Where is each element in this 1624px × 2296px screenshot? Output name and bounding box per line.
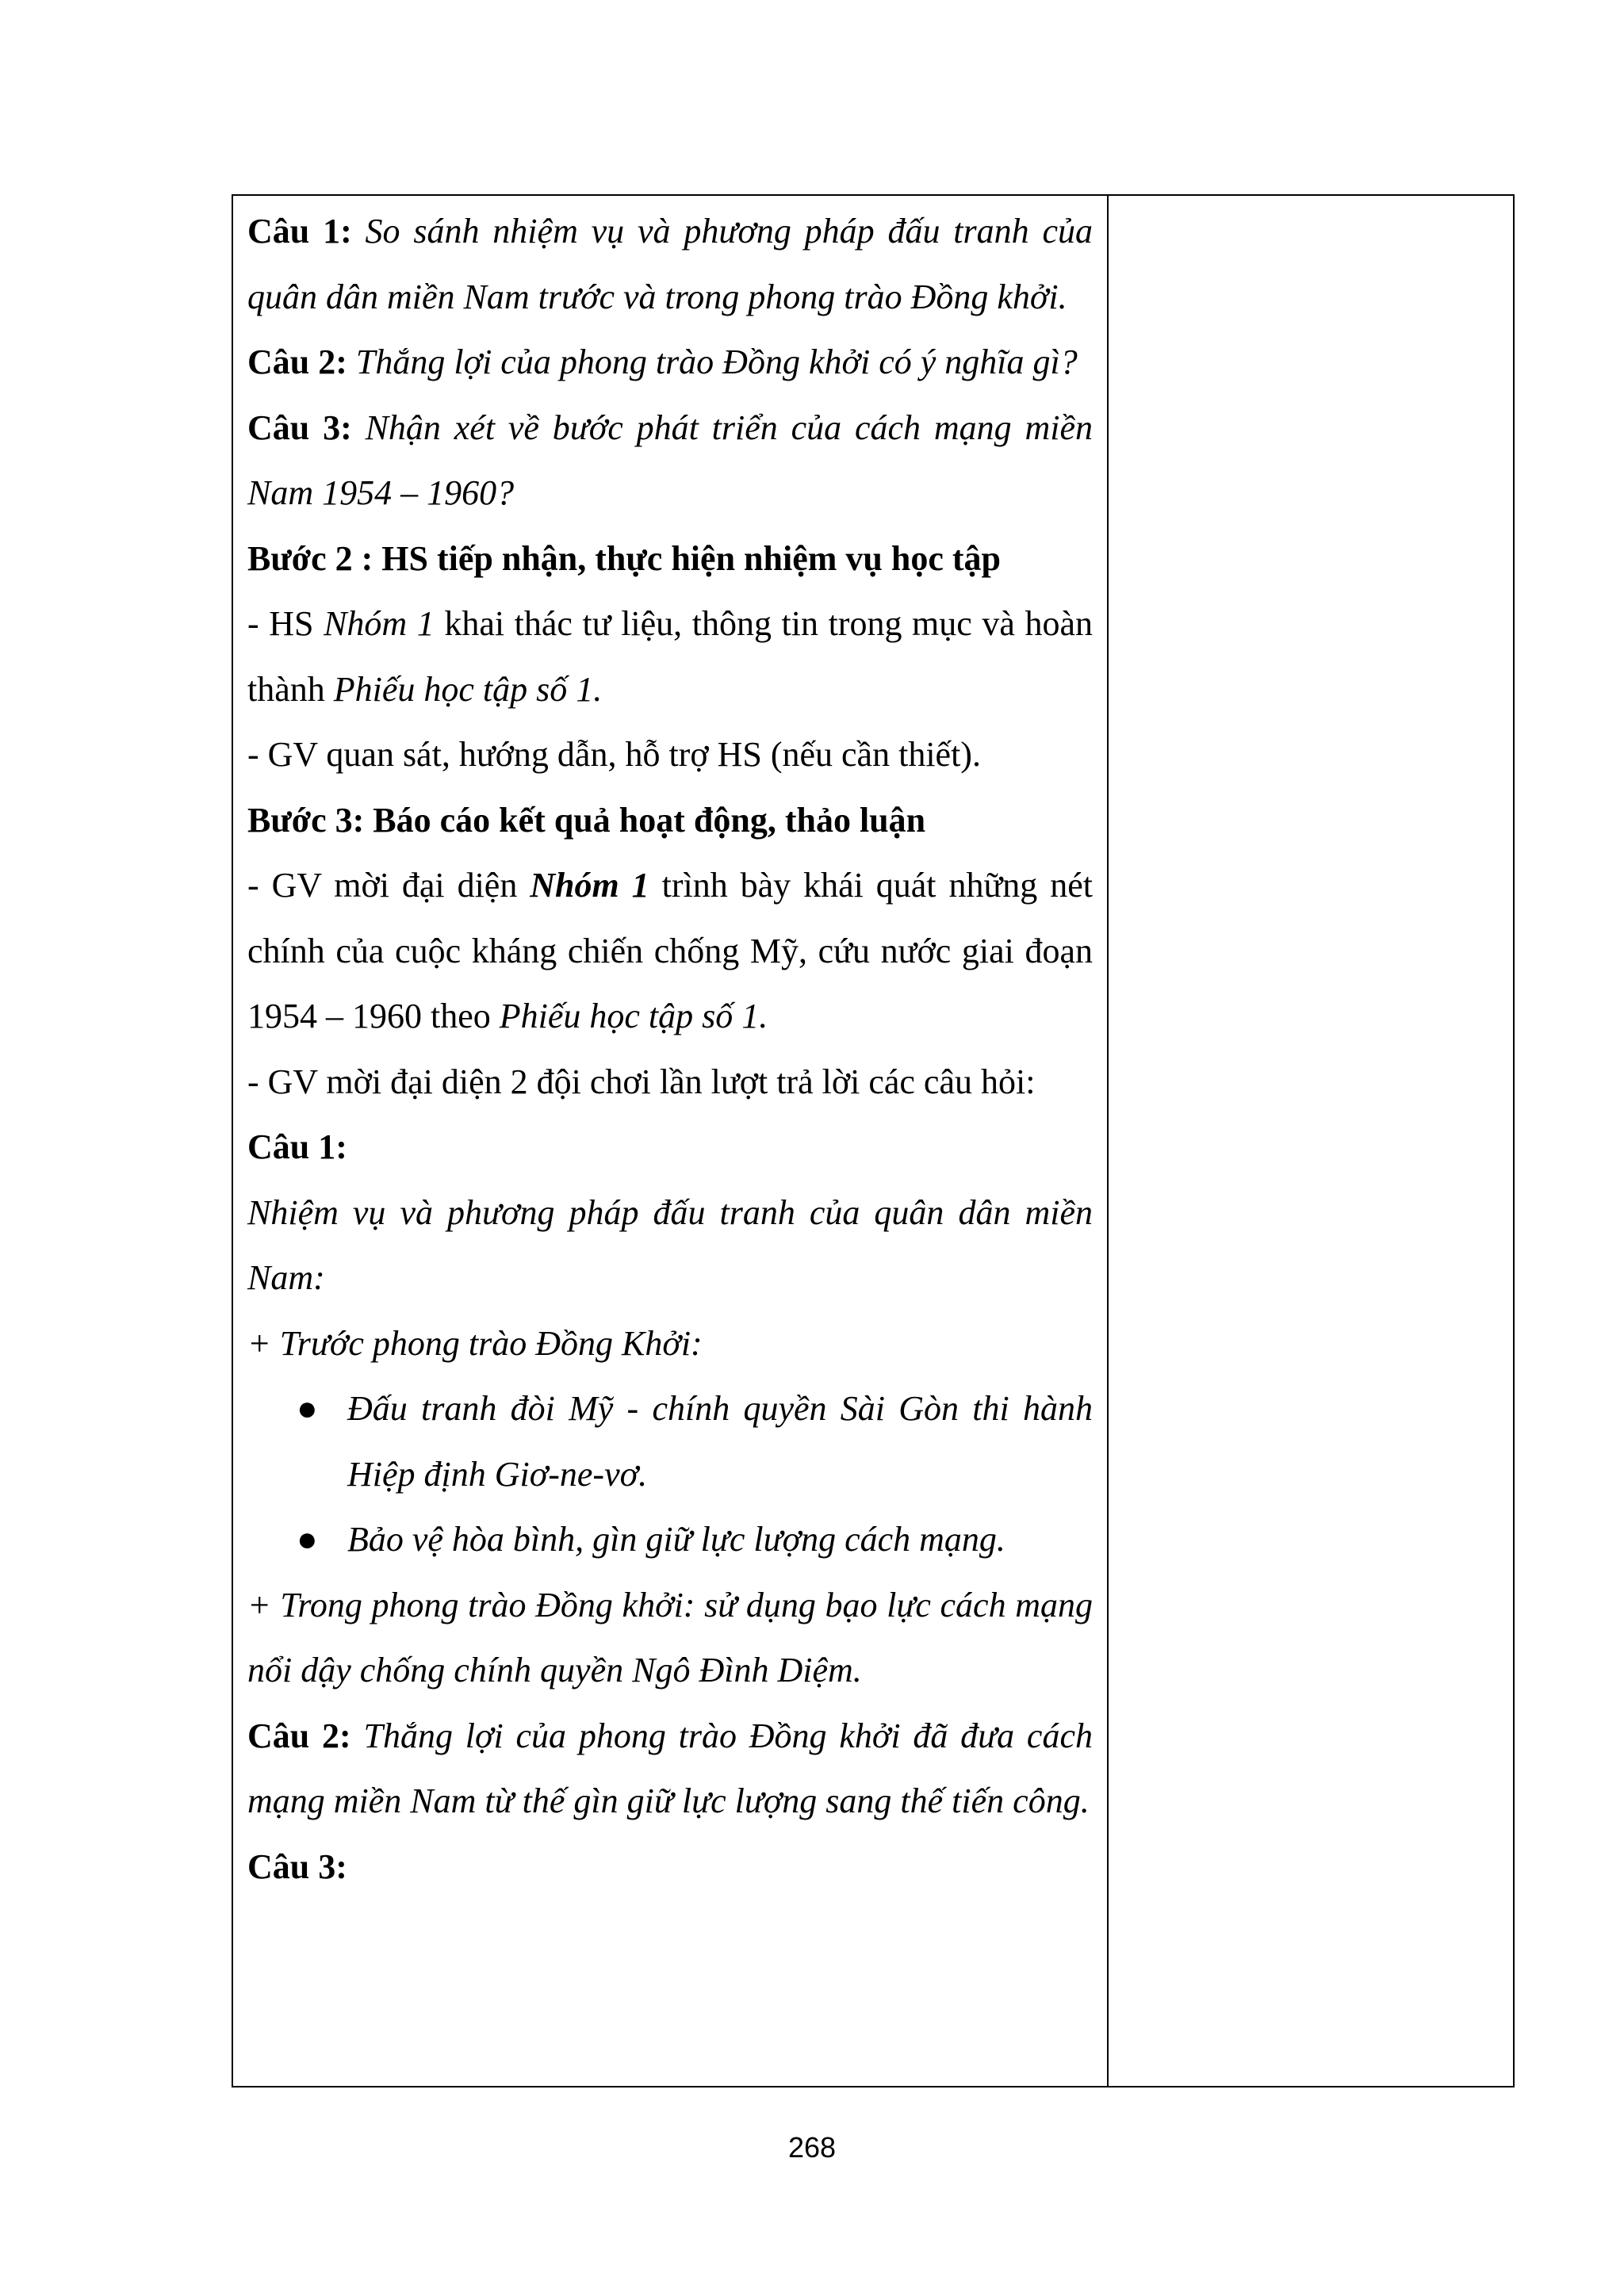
- answer-1-intro: Nhiệm vụ và phương pháp đấu tranh của quân dân miền Nam:: [247, 1192, 1093, 1297]
- answer-1-during: + Trong phong trào Đồng khởi: sử dụng bạo lực cách mạng nổi dậy chống chính quyền Ngô Đình Diệm.: [247, 1585, 1093, 1689]
- worksheet-reference: Phiếu học tập số 1.: [333, 669, 603, 709]
- bullet-text: Đấu tranh đòi Mỹ - chính quyền Sài Gòn thi hành Hiệp định Giơ-ne-vơ.: [347, 1389, 1093, 1494]
- group-1-name-bold: Nhóm 1: [530, 866, 649, 905]
- question-1-label: Câu 1:: [247, 212, 352, 251]
- worksheet-reference-2: Phiếu học tập số 1.: [499, 997, 768, 1035]
- answer-1-bullet-list: [247, 1376, 1093, 1573]
- question-3-label: Câu 3:: [247, 408, 352, 447]
- question-3: [247, 396, 1093, 526]
- step-2-line-1-middle: khai thác tư liệu, thông tin trong mục và hoàn thành: [247, 604, 1093, 709]
- step-3-heading: Bước 3: Báo cáo kết quả hoạt động, thảo luận: [247, 800, 926, 840]
- answer-2-text: Thắng lợi của phong trào Đồng khởi đã đưa cách mạng miền Nam từ thế gìn giữ lực lượng sang thế tiến công.: [247, 1716, 1093, 1820]
- group-1-name: Nhóm 1: [324, 604, 435, 643]
- step-2-heading: Bước 2 : HS tiếp nhận, thực hiện nhiệm vụ học tập: [247, 538, 1001, 578]
- list-item: [247, 1507, 1093, 1573]
- question-3-text: Nhận xét về bước phát triển của cách mạng miền Nam 1954 – 1960?: [247, 408, 1094, 512]
- question-2: [247, 330, 1093, 396]
- answer-3-label: Câu 3:: [247, 1846, 347, 1886]
- notes-column: [1109, 196, 1513, 2086]
- step-2-line-1-prefix: - HS: [247, 604, 324, 643]
- list-item: [247, 1376, 1093, 1507]
- answer-2-label: Câu 2:: [247, 1716, 351, 1755]
- activity-column: [233, 196, 1109, 2086]
- answer-2: [247, 1704, 1093, 1835]
- question-1-text: So sánh nhiệm vụ và phương pháp đấu tranh của quân dân miền Nam trước và trong phong trào Đồng khởi.: [247, 212, 1093, 316]
- step-3-line-1: [247, 853, 1093, 1050]
- step-3-line-2: - GV mời đại diện 2 đội chơi lần lượt trả lời các câu hỏi:: [247, 1062, 1036, 1101]
- question-1: [247, 199, 1093, 330]
- answer-1-before: + Trước phong trào Đồng Khởi:: [247, 1323, 703, 1363]
- question-2-label: Câu 2:: [247, 342, 347, 381]
- step-3-line-1-prefix: - GV mời đại diện: [247, 866, 530, 905]
- question-2-text: Thắng lợi của phong trào Đồng khởi có ý nghĩa gì?: [355, 342, 1078, 381]
- bullet-icon: ●: [297, 1389, 318, 1428]
- answer-1-label: Câu 1:: [247, 1127, 347, 1166]
- lesson-table: [232, 194, 1515, 2087]
- step-3-line-1-middle: trình bày khái quát những nét chính của cuộc kháng chiến chống Mỹ, cứu nước giai đoạn 1954 – 1960 theo: [247, 866, 1093, 1035]
- page-number: 268: [787, 2131, 837, 2164]
- step-2-line-1: [247, 591, 1093, 722]
- bullet-text: Bảo vệ hòa bình, gìn giữ lực lượng cách mạng.: [347, 1520, 1005, 1559]
- bullet-icon: ●: [297, 1520, 318, 1559]
- step-2-line-2: - GV quan sát, hướng dẫn, hỗ trợ HS (nếu cần thiết).: [247, 735, 981, 774]
